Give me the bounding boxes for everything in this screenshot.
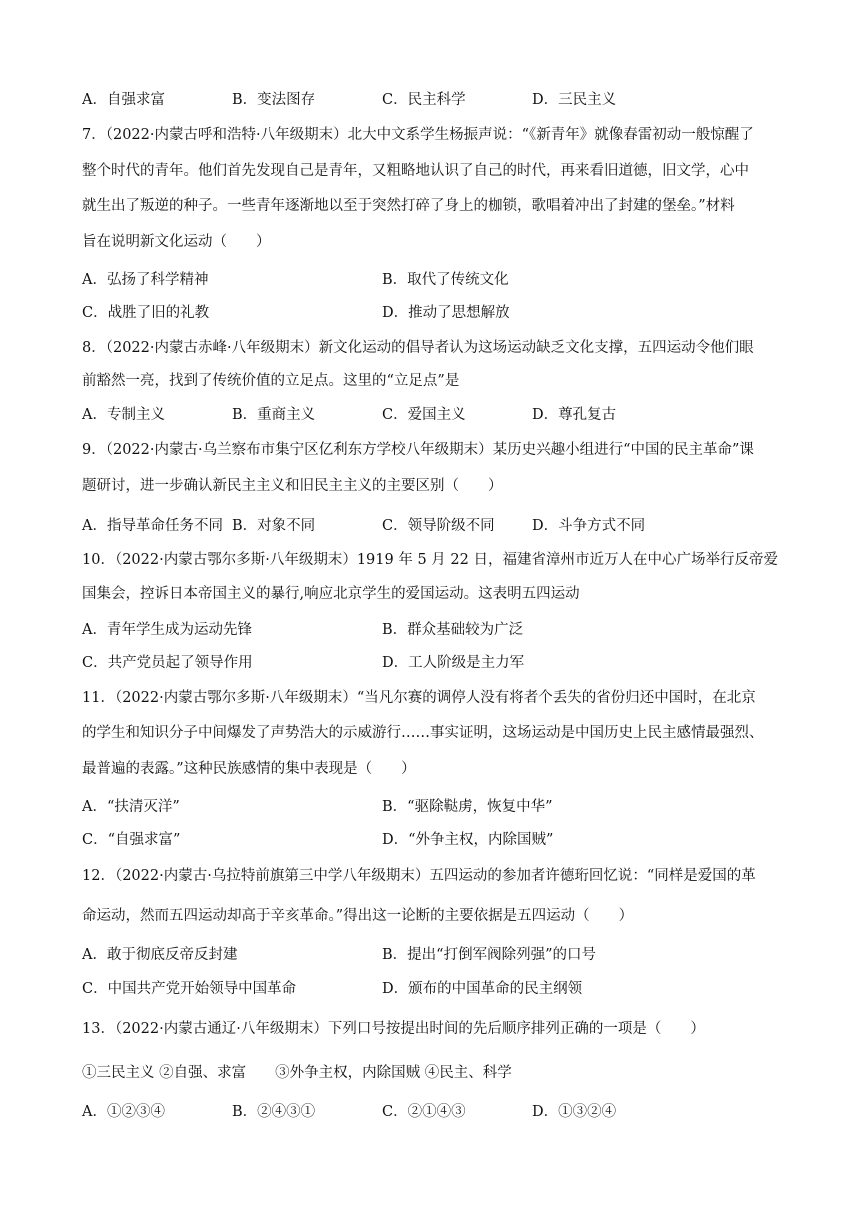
q7-option-b[interactable]: B．取代了传统文化 [382,272,509,288]
q7-options-row-1 [82,270,782,290]
q12-options-row-2 [82,979,782,999]
q9-stem-line-1: 9．（2022·内蒙古·乌兰察布市集宁区亿利东方学校八年级期末）某历史兴趣小组进行“中国的民主革命”课 [82,442,754,458]
q12-stem-line-1: 12．（2022·内蒙古·乌拉特前旗第三中学八年级期末）五四运动的参加者许德珩回忆说：“同样是爱国的革 [82,868,756,884]
q9-stem-line-2: 题研讨，进一步确认新民主主义和旧民主主义的主要区别（ ） [82,478,503,494]
q13-option-a[interactable]: A．①②③④ [82,1104,165,1120]
q6-option-d[interactable]: D．三民主义 [532,92,617,108]
q11-options-row-2 [82,830,782,850]
q13-option-d[interactable]: D．①③②④ [532,1104,617,1120]
q10-option-c[interactable]: C．共产党员起了领导作用 [82,655,253,671]
q12-options-row-1 [82,945,782,965]
q9-option-b[interactable]: B．对象不同 [232,518,316,534]
q7-stem-line-4: 旨在说明新文化运动（ ） [82,234,271,250]
q8-option-c[interactable]: C．爱国主义 [382,407,466,423]
q13-options [82,1102,782,1122]
q11-option-b[interactable]: B．“驱除鞑虏，恢复中华” [382,799,553,815]
q6-option-c[interactable]: C．民主科学 [382,92,466,108]
q12-stem-line-2: 命运动，然而五四运动却高于辛亥革命。”得出这一论断的主要依据是五四运动（ ） [82,908,634,924]
q10-stem-line-2: 国集会，控诉日本帝国主义的暴行,响应北京学生的爱国运动。这表明五四运动 [82,586,580,602]
q11-stem-line-2: 的学生和知识分子中间爆发了声势浩大的示威游行……事实证明，这场运动是中国历史上民主感情最强烈、 [82,725,764,741]
q13-option-c[interactable]: C．②①④③ [382,1104,466,1120]
q9-option-c[interactable]: C．领导阶级不同 [382,518,495,534]
q7-option-a[interactable]: A．弘扬了科学精神 [82,272,209,288]
q13-stem-line-1: 13．（2022·内蒙古通辽·八年级期末）下列口号按提出时间的先后顺序排列正确的一项是（ ） [82,1021,705,1037]
q7-option-d[interactable]: D．推动了思想解放 [382,305,510,321]
q13-option-b[interactable]: B．②④③① [232,1104,316,1120]
q8-stem-line-2: 前豁然一亮，找到了传统价值的立足点。这里的“立足点”是 [82,373,460,389]
q10-option-b[interactable]: B．群众基础较为广泛 [382,622,524,638]
q11-stem-line-1: 11．（2022·内蒙古鄂尔多斯·八年级期末）“当凡尔赛的调停人没有将者个丢失的省份归还中国时，在北京 [82,690,756,706]
q6-options [82,90,782,110]
q10-stem-line-1: 10．（2022·内蒙古鄂尔多斯·八年级期末）1919 年 5 月 22 日，福建省漳州市近万人在中心广场举行反帝爱 [82,552,778,568]
q12-option-d[interactable]: D．颁布的中国革命的民主纲领 [382,981,583,997]
q12-option-b[interactable]: B．提出“打倒军阀除列强”的口号 [382,947,596,963]
q6-option-a[interactable]: A．自强求富 [82,92,165,108]
q7-options-row-2 [82,303,782,323]
q9-option-a[interactable]: A．指导革命任务不同 [82,518,223,534]
q8-option-b[interactable]: B．重商主义 [232,407,316,423]
q11-options-row-1 [82,797,782,817]
q11-option-d[interactable]: D．“外争主权，内除国贼” [382,832,554,848]
q11-option-c[interactable]: C．“自强求富” [82,832,181,848]
q11-stem-line-3: 最普遍的表露。”这种民族感情的集中表现是（ ） [82,761,416,777]
q7-option-c[interactable]: C．战胜了旧的礼教 [82,305,210,321]
q10-option-a[interactable]: A．青年学生成为运动先锋 [82,622,252,638]
q9-options [82,516,782,536]
q7-stem-line-2: 整个时代的青年。他们首先发现自己是青年，又粗略地认识了自己的时代，再来看旧道德，旧文学，心中 [82,163,749,179]
q7-stem-line-1: 7．（2022·内蒙古呼和浩特·八年级期末）北大中文系学生杨振声说：“《新青年》就像春雷初动一般惊醒了 [82,127,754,143]
q13-stem-line-2: ①三民主义 ②自强、求富 ③外争主权，内除国贼 ④民主、科学 [82,1065,512,1081]
q7-stem-line-3: 就生出了叛逆的种子。一些青年逐渐地以至于突然打碎了身上的枷锁，歌唱着冲出了封建的堡垒。”材料 [82,198,735,214]
q6-option-b[interactable]: B．变法图存 [232,92,316,108]
q12-option-c[interactable]: C．中国共产党开始领导中国革命 [82,981,297,997]
q10-options-row-1 [82,620,782,640]
q8-option-d[interactable]: D．尊孔复古 [532,407,617,423]
q8-stem-line-1: 8．（2022·内蒙古赤峰·八年级期末）新文化运动的倡导者认为这场运动缺乏文化支撑，五四运动令他们眼 [82,340,754,356]
q8-options [82,405,782,425]
q10-option-d[interactable]: D．工人阶级是主力军 [382,655,525,671]
q9-option-d[interactable]: D．斗争方式不同 [532,518,646,534]
q12-option-a[interactable]: A．敢于彻底反帝反封建 [82,947,238,963]
q10-options-row-2 [82,653,782,673]
q8-option-a[interactable]: A．专制主义 [82,407,165,423]
q11-option-a[interactable]: A．“扶清灭洋” [82,799,180,815]
